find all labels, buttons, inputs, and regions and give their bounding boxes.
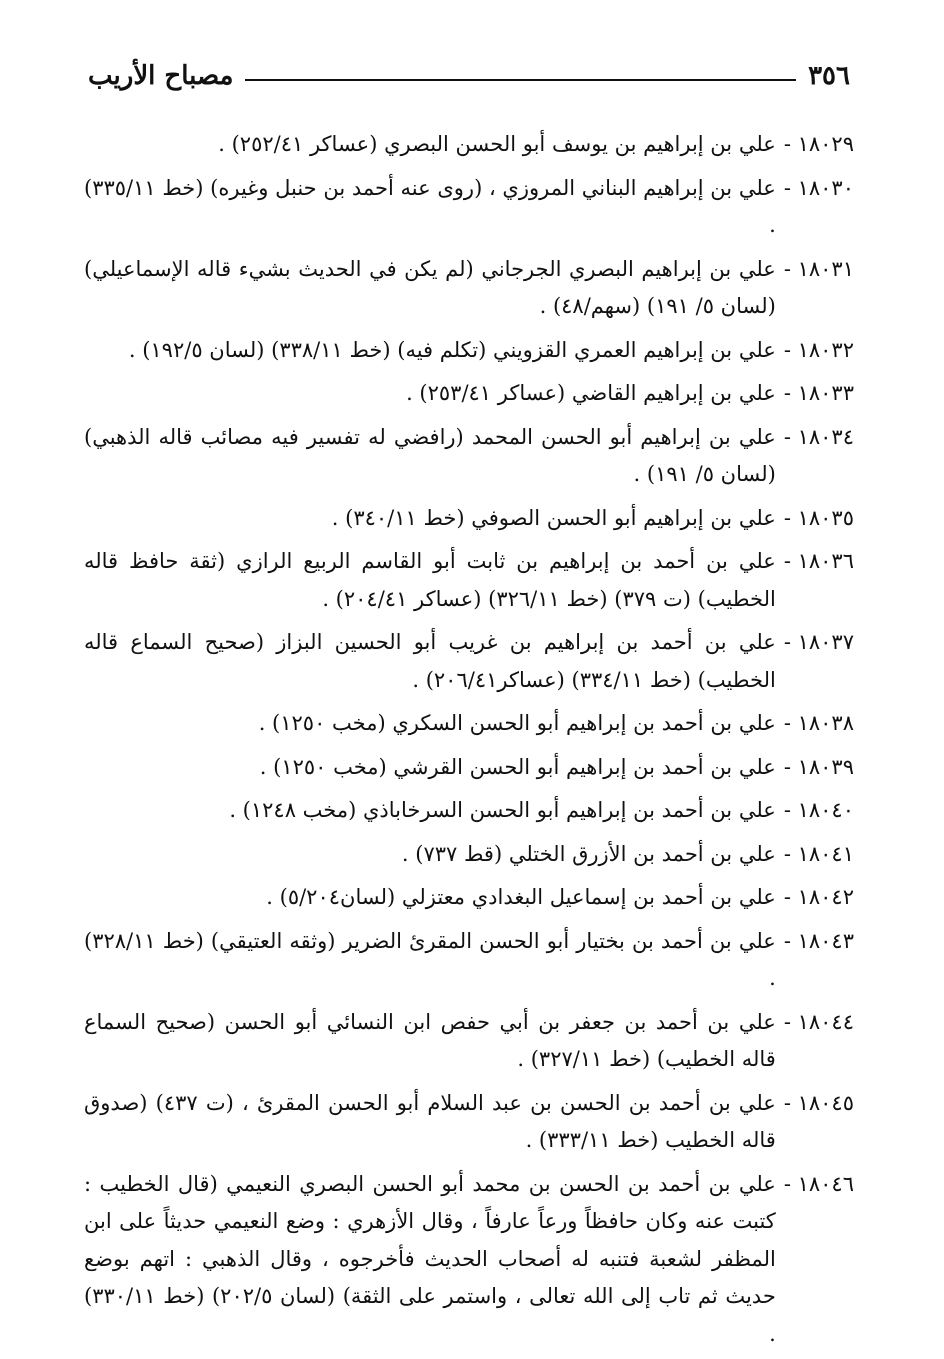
entry-list bbox=[84, 126, 854, 1359]
book-title: مصباح الأريب bbox=[88, 61, 234, 91]
entry-number: ١٨٠٣٤ - bbox=[783, 424, 854, 449]
entry-text: علي بن إبراهيم البناني المروزي ، (روى عنه أحمد بن حنبل وغيره) (خط ٣٣٥/١١) . bbox=[84, 175, 776, 237]
entry-number: ١٨٠٤٣ - bbox=[783, 928, 854, 953]
entry-text: علي بن أحمد بن جعفر بن أبي حفص ابن النسائي أبو الحسن (صحيح السماع قاله الخطيب) (خط ٣٢٧/١١) . bbox=[84, 1009, 776, 1071]
entry-number: ١٨٠٤١ - bbox=[783, 841, 854, 866]
entry bbox=[84, 624, 854, 699]
entry bbox=[84, 419, 854, 494]
page-number: ٣٥٦ bbox=[808, 61, 850, 91]
entry bbox=[84, 375, 854, 413]
entry-number: ١٨٠٣١ - bbox=[783, 256, 854, 281]
entry bbox=[84, 1166, 854, 1354]
entry-number: ١٨٠٤٦ - bbox=[783, 1171, 854, 1196]
entry-text: علي بن إبراهيم بن يوسف أبو الحسن البصري (عساكر ٢٥٢/٤١) . bbox=[218, 132, 776, 156]
entry bbox=[84, 251, 854, 326]
entry-text: علي بن أحمد بن الحسن بن محمد أبو الحسن البصري النعيمي (قال الخطيب : كتبت عنه وكان حافظاً ورعاً عارفاً ، وقال الأزهري : وضع النعيمي حديثاً على ابن المظفر لشعبة فتنبه له أصحاب الحديث فأخرجوه ، وقال الذهبي : اتهم بوضع حديث ثم تاب إلى الله تعالى ، واستمر على الثقة) (لسان ٢٠٢/٥) (خط ٣٣٠/١١) . bbox=[84, 1171, 776, 1346]
entry-number: ١٨٠٣٣ - bbox=[783, 381, 854, 405]
entry-text: علي بن أحمد بن إبراهيم أبو الحسن القرشي (مخب ١٢٥٠) . bbox=[259, 754, 776, 779]
entry-number: ١٨٠٤٢ - bbox=[783, 885, 854, 909]
entry-number: ١٨٠٤٤ - bbox=[783, 1009, 854, 1034]
entry-number: ١٨٠٤٥ - bbox=[783, 1090, 854, 1115]
entry bbox=[84, 500, 854, 538]
entry-text: علي بن أحمد بن إسماعيل البغدادي معتزلي (لسان٥/٢٠٤) . bbox=[266, 885, 776, 909]
entry-number: ١٨٠٣٠ - bbox=[783, 175, 854, 200]
entry bbox=[84, 836, 854, 874]
entry-number: ١٨٠٣٧ - bbox=[783, 630, 854, 654]
entry-number: ١٨٠٢٩ - bbox=[783, 132, 854, 156]
entry bbox=[84, 792, 854, 830]
entry bbox=[84, 170, 854, 245]
entry-text: علي بن إبراهيم أبو الحسن الصوفي (خط ٣٤٠/١١) . bbox=[331, 505, 776, 530]
entry bbox=[84, 749, 854, 787]
entry bbox=[84, 332, 854, 370]
entry-text: علي بن أحمد بن إبراهيم بن غريب أبو الحسين البزاز (صحيح السماع قاله الخطيب) (خط ٣٣٤/١١) (عساكر٢٠٦/٤١) . bbox=[84, 630, 776, 692]
page-header bbox=[88, 58, 850, 94]
entry-text: علي بن إبراهيم العمري القزويني (تكلم فيه) (خط ٣٣٨/١١) (لسان ١٩٢/٥) . bbox=[128, 337, 776, 362]
entry-number: ١٨٠٣٢ - bbox=[783, 337, 854, 362]
entry-text: علي بن إبراهيم البصري الجرجاني (لم يكن في الحديث بشيء قاله الإسماعيلي) (لسان ٥/ ١٩١) (سهم/٤٨) . bbox=[84, 256, 776, 318]
entry-text: علي بن أحمد بن إبراهيم أبو الحسن السرخاباذي (مخب ١٢٤٨) . bbox=[229, 798, 776, 822]
entry-text: علي بن إبراهيم أبو الحسن المحمد (رافضي له تفسير فيه مصائب قاله الذهبي) (لسان ٥/ ١٩١) . bbox=[84, 424, 776, 486]
entry bbox=[84, 923, 854, 998]
entry-number: ١٨٠٣٥ - bbox=[783, 505, 854, 530]
entry-number: ١٨٠٣٦ - bbox=[783, 549, 854, 573]
entry-text: علي بن أحمد بن بختيار أبو الحسن المقرئ الضرير (وثقه العتيقي) (خط ٣٢٨/١١) . bbox=[84, 928, 776, 990]
entry bbox=[84, 126, 854, 164]
entry bbox=[84, 543, 854, 618]
entry-number: ١٨٠٣٨ - bbox=[783, 711, 854, 735]
entry-text: علي بن أحمد بن إبراهيم أبو الحسن السكري (مخب ١٢٥٠) . bbox=[258, 711, 776, 735]
entry bbox=[84, 879, 854, 917]
entry-text: علي بن أحمد بن الأزرق الختلي (قط ٧٣٧) . bbox=[401, 841, 776, 866]
entry-text: علي بن أحمد بن الحسن بن عبد السلام أبو الحسن المقرئ ، (ت ٤٣٧) (صدوق قاله الخطيب (خط ٣٣٣/١١) . bbox=[84, 1090, 776, 1152]
entry bbox=[84, 1004, 854, 1079]
entry-text: علي بن أحمد بن إبراهيم بن ثابت أبو القاسم الربيع الرازي (ثقة حافظ قاله الخطيب) (ت ٣٧٩) (خط ٣٢٦/١١) (عساكر ٢٠٤/٤١) . bbox=[84, 549, 776, 611]
header-rule bbox=[245, 79, 796, 81]
entry-text: علي بن إبراهيم القاضي (عساكر ٢٥٣/٤١) . bbox=[406, 381, 776, 405]
entry-number: ١٨٠٤٠ - bbox=[783, 798, 854, 822]
entry bbox=[84, 1085, 854, 1160]
entry-number: ١٨٠٣٩ - bbox=[783, 754, 854, 779]
entry bbox=[84, 705, 854, 743]
